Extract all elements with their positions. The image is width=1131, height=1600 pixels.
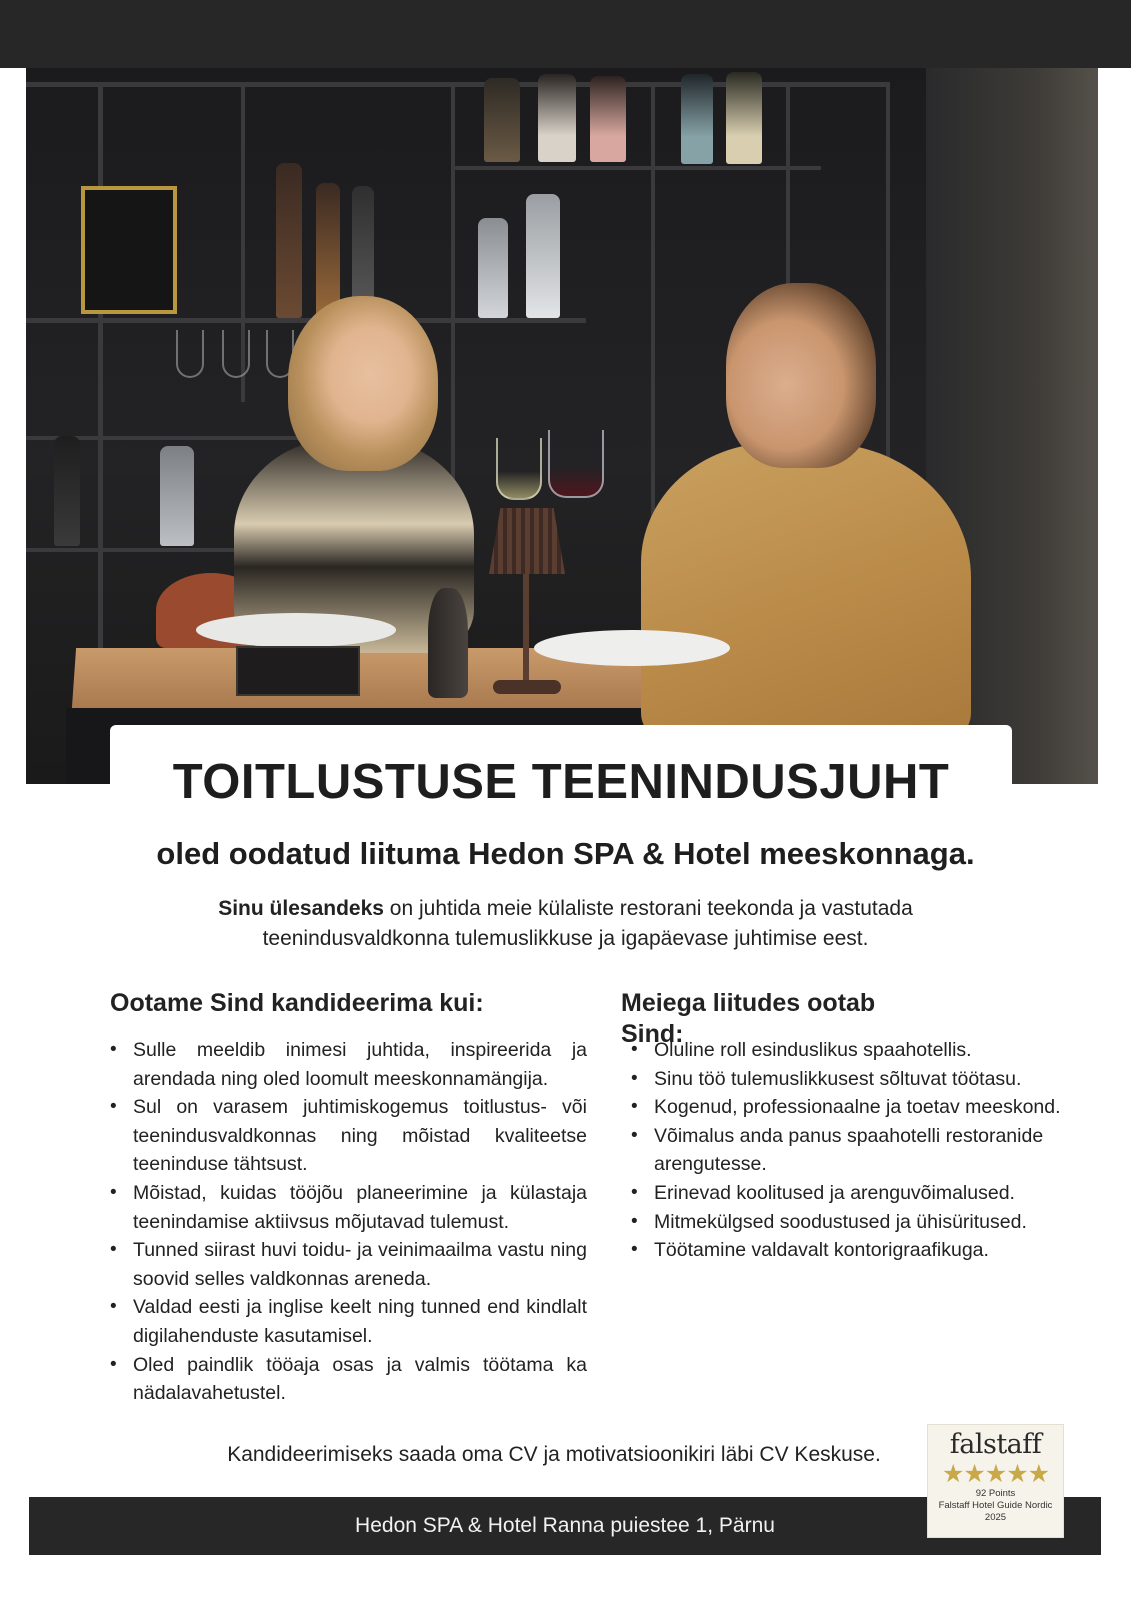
list-item: • Töötamine valdavalt kontorigraafikuga. — [631, 1236, 1071, 1265]
list-item: • Tunned siirast huvi toidu- ja veinimaailma vastu ning soovid selles valdkonnas areneda. — [110, 1236, 587, 1293]
vase — [428, 588, 468, 698]
liquor-bottle — [316, 183, 340, 318]
list-item: • Kogenud, professionaalne ja toetav meeskond. — [631, 1093, 1071, 1122]
list-item: • Võimalus anda panus spaahotelli restoranide arengutesse. — [631, 1122, 1071, 1179]
dinner-plate — [196, 613, 396, 647]
woman-head — [288, 296, 438, 471]
requirements-heading: Ootame Sind kandideerima kui: — [110, 989, 484, 1017]
table-lamp-base — [493, 680, 561, 694]
list-item: • Oled paindlik tööaja osas ja valmis töötama ka nädalavahetustel. — [110, 1351, 587, 1408]
table-lamp-shade — [489, 508, 565, 574]
table-lamp-stem — [523, 574, 529, 686]
wine-bottle — [726, 72, 762, 164]
wine-glass — [548, 430, 604, 498]
shelf — [451, 166, 821, 170]
badge-year: 2025 — [984, 1512, 1007, 1523]
wine-bottle — [681, 74, 713, 164]
man — [641, 443, 971, 743]
list-item: • Sul on varasem juhtimiskogemus toitlustus- või teenindusvaldkonnas ning mõistad kvaliteetse teeninduse tähtsust. — [110, 1093, 587, 1179]
shelf — [451, 82, 455, 542]
wine-glass — [496, 438, 542, 500]
wine-glass — [176, 330, 204, 378]
water-bottle — [478, 218, 508, 318]
list-item: • Mitmekülgsed soodustused ja ühisüritused. — [631, 1208, 1071, 1237]
page-title: TOITLUSTUSE TEENINDUSJUHT — [172, 755, 950, 809]
benefits-list — [631, 1036, 1071, 1265]
napkin-box — [236, 646, 360, 696]
footer-address: Hedon SPA & Hotel Ranna puiestee 1, Pärnu — [355, 1514, 775, 1537]
wine-glass — [222, 330, 250, 378]
list-item: • Valdad eesti ja inglise keelt ning tunned end kindlalt digilahenduste kasutamisel. — [110, 1293, 587, 1350]
list-item: • Erinevad koolitused ja arenguvõimalused. — [631, 1179, 1071, 1208]
apply-instructions: Kandideerimiseks saada oma CV ja motivatsioonikiri läbi CV Keskuse. — [227, 1443, 881, 1466]
subtitle: oled oodatud liituma Hedon SPA & Hotel meeskonnaga. — [156, 836, 975, 871]
list-item: • Sinu töö tulemuslikkusest sõltuvat töötasu. — [631, 1065, 1071, 1094]
intro-bold: Sinu ülesandeks — [218, 897, 384, 920]
framed-award — [81, 186, 177, 314]
badge-points: 92 Points — [975, 1488, 1016, 1499]
star-rating-icon: ★★★★★ — [941, 1460, 1050, 1488]
shelf — [651, 82, 655, 542]
wine-bottle — [538, 74, 576, 162]
list-item: • Sulle meeldib inimesi juhtida, inspireerida ja arendada ning oled loomult meeskonnamängija. — [110, 1036, 587, 1093]
water-bottle — [160, 446, 194, 546]
man-head — [726, 283, 876, 468]
requirements-list — [110, 1036, 587, 1408]
wine-bottle — [484, 78, 520, 162]
hero-photo — [26, 68, 1098, 784]
falstaff-badge — [927, 1424, 1064, 1538]
benefits-heading: Meiega liitudes ootab Sind: — [621, 989, 876, 1048]
wine-bottle — [590, 76, 626, 162]
water-bottle — [526, 194, 560, 318]
intro-paragraph — [140, 894, 991, 954]
list-item: • Mõistad, kuidas tööjõu planeerimine ja külastaja teenindamise aktiivsus mõjutavad tulemust. — [110, 1179, 587, 1236]
badge-guide: Falstaff Hotel Guide Nordic — [938, 1500, 1053, 1511]
list-item: • Oluline roll esinduslikus spaahotellis. — [631, 1036, 1071, 1065]
intro-text: on juhtida meie külaliste restorani teekonda ja vastutada teenindusvaldkonna tulemuslikkuse ja igapäevase juhtimise eest. — [262, 897, 913, 950]
liquor-bottle — [276, 163, 302, 318]
badge-brand: falstaff — [949, 1429, 1042, 1460]
dinner-plate — [534, 630, 730, 666]
shelf — [98, 82, 103, 722]
wine-bottle — [54, 436, 80, 546]
top-bar — [0, 0, 1131, 68]
